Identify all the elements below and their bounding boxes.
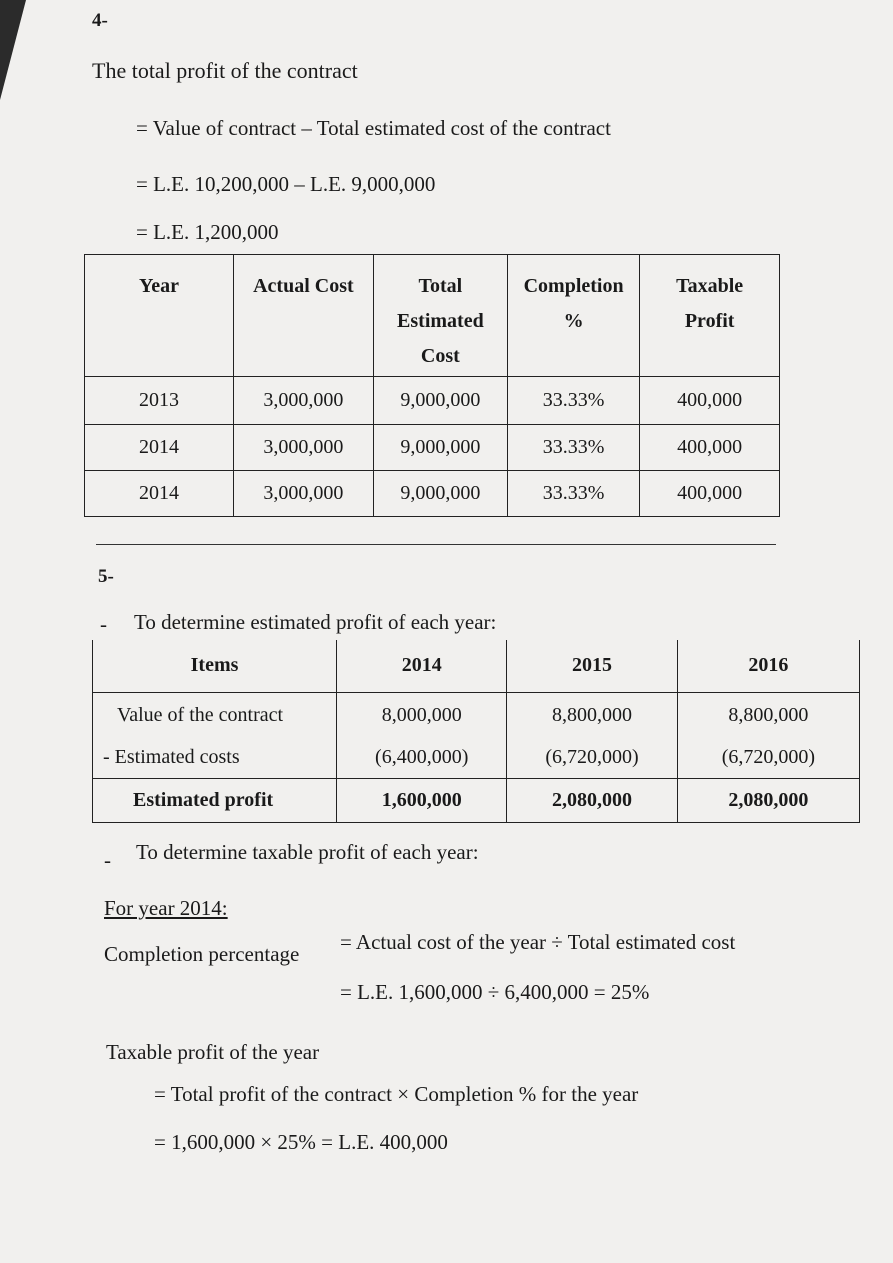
cell-2015: (6,720,000): [507, 738, 677, 778]
table-row: [85, 425, 780, 471]
contract-profit-table: [84, 254, 780, 517]
formula-line-2: = L.E. 10,200,000 – L.E. 9,000,000: [136, 172, 436, 196]
header-2016: 2016: [677, 640, 859, 692]
cell-total-estimated: 9,000,000: [373, 377, 507, 425]
header-2015: 2015: [507, 640, 677, 692]
table-row: [85, 377, 780, 425]
taxable-formula: = Total profit of the contract × Completion % for the year: [154, 1082, 639, 1106]
bullet-taxable-profit: To determine taxable profit of each year:: [136, 840, 479, 864]
table-row: [85, 471, 780, 517]
bullet-dash: -: [100, 612, 107, 636]
cell-actual-cost: 3,000,000: [233, 425, 373, 471]
page-shadow-corner: [0, 0, 26, 100]
cell-completion: 33.33%: [507, 471, 639, 517]
cell-year: 2013: [85, 377, 234, 425]
bullet-estimated-profit: To determine estimated profit of each year:: [134, 610, 497, 634]
section-4-number: 4-: [92, 10, 108, 31]
cell-2015: 2,080,000: [507, 778, 677, 822]
cell-actual-cost: 3,000,000: [233, 471, 373, 517]
completion-formula: = Actual cost of the year ÷ Total estimated cost: [340, 930, 736, 954]
cell-2016: 8,800,000: [677, 692, 859, 738]
cell-year: 2014: [85, 471, 234, 517]
section-5-number: 5-: [98, 566, 114, 587]
header-actual-cost: Actual Cost: [233, 255, 373, 377]
header-total-estimated-cost: Total Estimated Cost: [373, 255, 507, 377]
cell-2015: 8,800,000: [507, 692, 677, 738]
header-year: Year: [85, 255, 234, 377]
cell-actual-cost: 3,000,000: [233, 377, 373, 425]
cell-item: Value of the contract: [93, 692, 337, 738]
cell-2014: (6,400,000): [337, 738, 507, 778]
header-items: Items: [93, 640, 337, 692]
completion-calculation: = L.E. 1,600,000 ÷ 6,400,000 = 25%: [340, 980, 650, 1004]
table-row: [93, 692, 860, 738]
section-divider: [96, 544, 776, 545]
header-taxable-profit: Taxable Profit: [640, 255, 780, 377]
table-row: [93, 738, 860, 778]
header-completion: Completion %: [507, 255, 639, 377]
table-row: [93, 778, 860, 822]
cell-year: 2014: [85, 425, 234, 471]
header-2014: 2014: [337, 640, 507, 692]
estimated-profit-table: [92, 640, 860, 823]
cell-taxable-profit: 400,000: [640, 471, 780, 517]
cell-item: - Estimated costs: [93, 738, 337, 778]
completion-label: Completion percentage: [104, 942, 300, 966]
cell-item: Estimated profit: [93, 778, 337, 822]
cell-2016: 2,080,000: [677, 778, 859, 822]
cell-2016: (6,720,000): [677, 738, 859, 778]
taxable-label: Taxable profit of the year: [106, 1040, 320, 1064]
formula-line-1: = Value of contract – Total estimated cost of the contract: [136, 116, 611, 140]
cell-total-estimated: 9,000,000: [373, 425, 507, 471]
cell-2014: 8,000,000: [337, 692, 507, 738]
cell-total-estimated: 9,000,000: [373, 471, 507, 517]
year-2014-heading: For year 2014:: [104, 896, 228, 920]
taxable-calculation: = 1,600,000 × 25% = L.E. 400,000: [154, 1130, 448, 1154]
cell-2014: 1,600,000: [337, 778, 507, 822]
cell-taxable-profit: 400,000: [640, 377, 780, 425]
section-4-intro: The total profit of the contract: [92, 58, 358, 83]
cell-taxable-profit: 400,000: [640, 425, 780, 471]
cell-completion: 33.33%: [507, 425, 639, 471]
bullet-dash: -: [104, 848, 111, 872]
cell-completion: 33.33%: [507, 377, 639, 425]
formula-line-3: = L.E. 1,200,000: [136, 220, 279, 244]
